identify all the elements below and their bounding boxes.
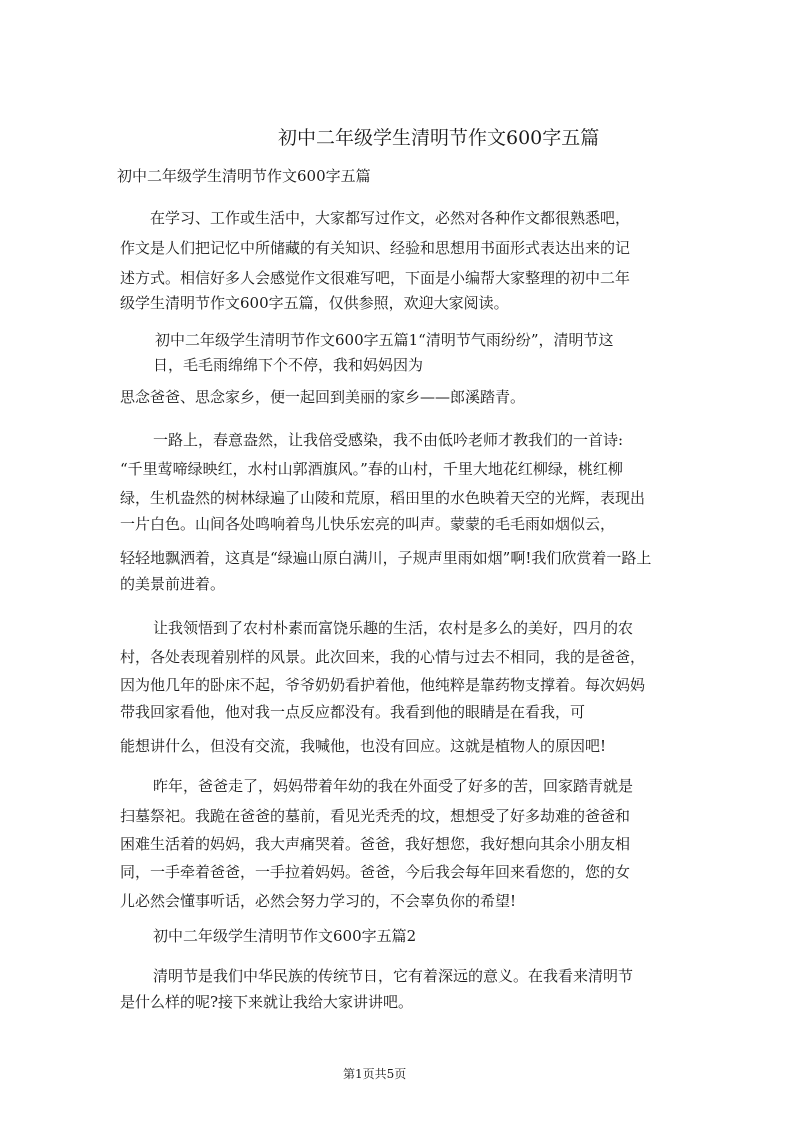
paragraph-line: 轻轻地飘洒着，这真是“绿遍山原白满川，子规声里雨如烟”啊!我们欣赏着一路上 [120,549,652,567]
paragraph-line: 日，毛毛雨绵绵下个不停，我和妈妈因为 [153,356,424,374]
paragraph-line: “千里莺啼绿映红，水村山郭酒旗风。”春的山村，千里大地花红柳绿，桃红柳 [120,460,623,478]
paragraph-line: 因为他几年的卧床不起，爷爷奶奶看护着他，他纯粹是靠药物支撑着。每次妈妈 [120,676,646,694]
essay2-heading: 初中二年级学生清明节作文600字五篇2 [153,927,417,945]
paragraph-line: 一路上，春意盎然，让我倍受感染，我不由低吟老师才教我们的一首诗: [153,431,624,449]
paragraph-line: 在学习、工作或生活中，大家都写过作文，必然对各种作文都很熟悉吧， [150,209,631,227]
paragraph-line: 级学生清明节作文600字五篇，仅供参照，欢迎大家阅读。 [120,294,509,312]
paragraph-line: 一片白色。山间各处鸣响着鸟儿快乐宏亮的叫声。蒙蒙的毛毛雨如烟似云， [120,515,616,533]
paragraph-line: 作文是人们把记忆中所储藏的有关知识、经验和思想用书面形式表达出来的记 [120,239,631,257]
paragraph-line: 昨年，爸爸走了，妈妈带着年幼的我在外面受了好多的苦，回家踏青就是 [153,777,634,795]
paragraph-line: 思念爸爸、思念家乡，便一起回到美丽的家乡——郎溪踏青。 [120,388,526,406]
paragraph-line: 是什么样的呢?接下来就让我给大家讲讲吧。 [120,993,414,1011]
paragraph-line: 能想讲什么，但没有交流，我喊他，也没有回应。这就是植物人的原因吧! [120,737,607,755]
paragraph-line: 村，各处表现着别样的风景。此次回来，我的心情与过去不相同，我的是爸爸， [120,648,646,666]
document-subtitle: 初中二年级学生清明节作文600字五篇 [117,167,371,185]
paragraph-line: 困难生活着的妈妈，我大声痛哭着。爸爸，我好想您，我好想向其余小朋友相 [120,835,631,853]
paragraph-line: 初中二年级学生清明节作文600字五篇1“清明节气雨纷纷”，清明节这 [155,331,614,349]
paragraph-line: 带我回家看他，他对我一点反应都没有。我看到他的眼睛是在看我，可 [120,703,586,721]
document-title: 初中二年级学生清明节作文600字五篇 [278,127,600,149]
paragraph-line: 扫墓祭祀。我跪在爸爸的墓前，看见光秃秃的坟，想想受了好多劫难的爸爸和 [120,807,631,825]
paragraph-line: 让我领悟到了农村朴素而富饶乐趣的生活，农村是多么的美好，四月的农 [153,619,634,637]
paragraph-line: 清明节是我们中华民族的传统节日，它有着深远的意义。在我看来清明节 [153,967,634,985]
paragraph-line: 绿，生机盎然的树林绿遍了山陵和荒原，稻田里的水色映着天空的光辉，表现出 [120,489,646,507]
page-number: 第1页共5页 [343,1067,407,1081]
paragraph-line: 同，一手牵着爸爸，一手拉着妈妈。爸爸，今后我会每年回来看您的，您的女 [120,863,631,881]
paragraph-line: 述方式。相信好多人会感觉作文很难写吧，下面是小编帮大家整理的初中二年 [120,269,631,287]
paragraph-line: 儿必然会懂事听话，必然会努力学习的，不会辜负你的希望! [120,892,517,910]
paragraph-line: 的美景前进着。 [120,575,226,593]
